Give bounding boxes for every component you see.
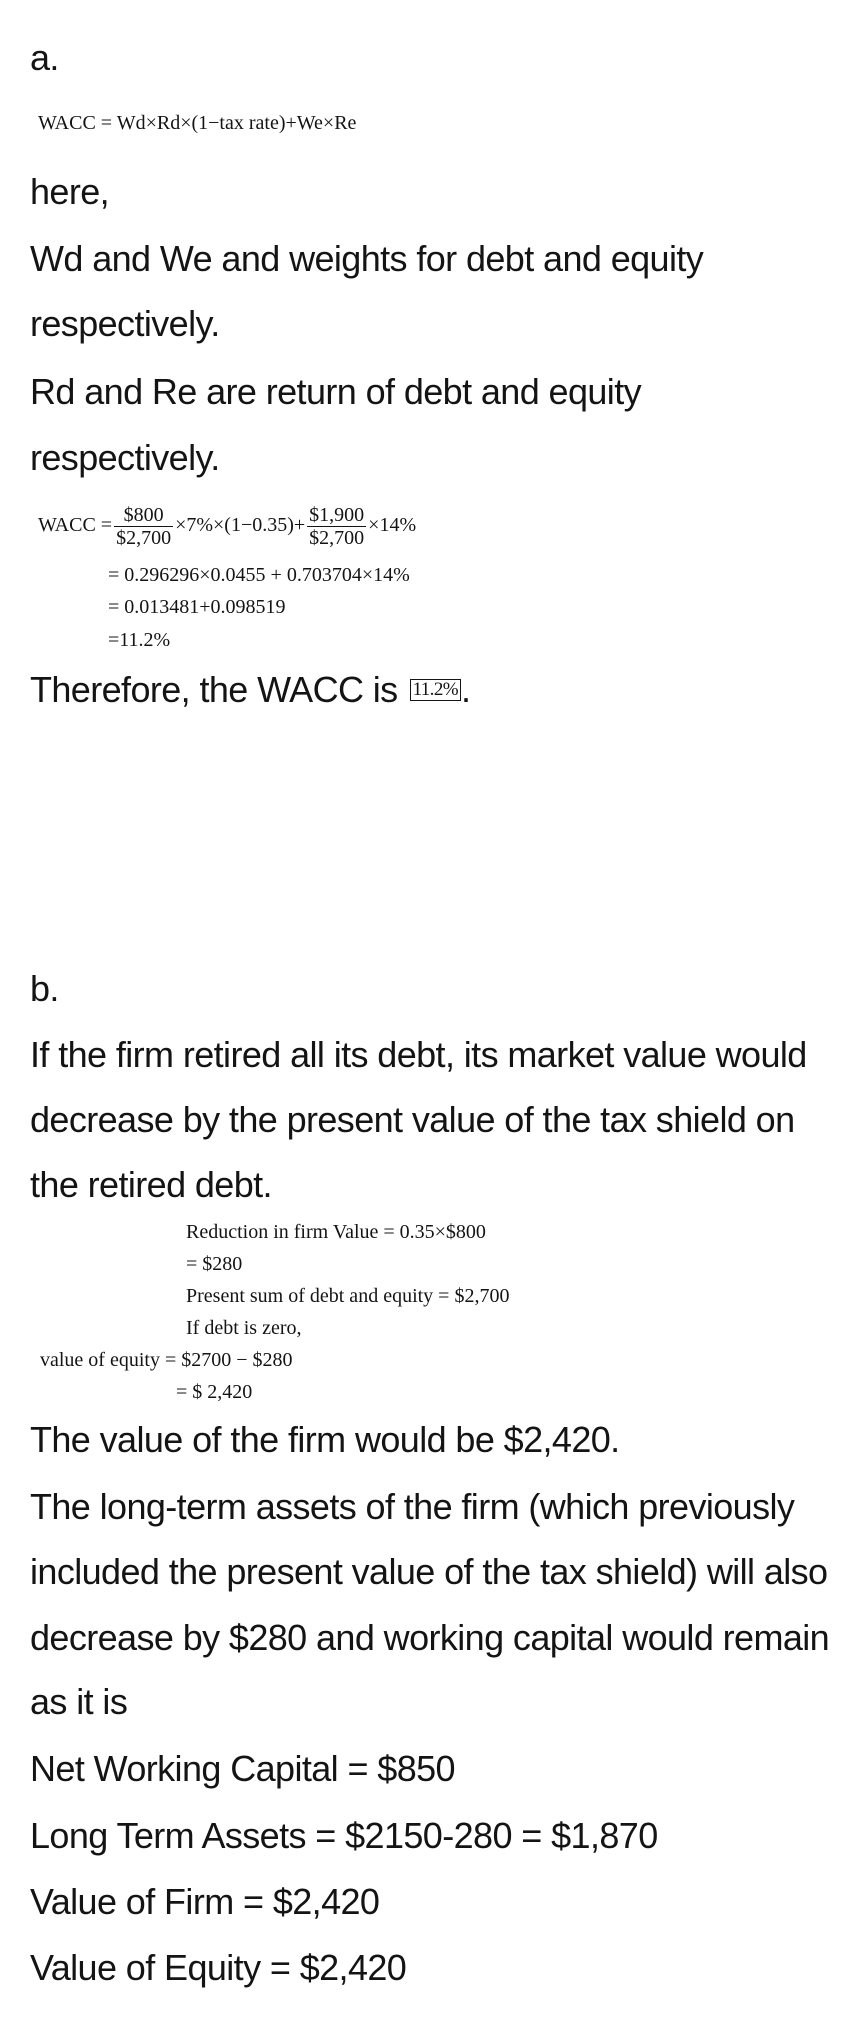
debt-fraction-denominator: $2,700 [116,527,172,549]
assets-text-line4: as it is [30,1681,128,1722]
reduction-calc-line2: = $280 [186,1253,243,1275]
part-b-intro-line1: If the firm retired all its debt, its market value would [30,1034,807,1075]
assets-text-line1: The long-term assets of the firm (which previously [30,1486,795,1527]
wacc-conclusion-period: . [460,669,471,710]
returns-text-cont: respectively. [30,437,220,478]
part-b-label: b. [30,968,59,1009]
wacc-conclusion-text: Therefore, the WACC is [30,669,398,710]
wacc-calc-lhs: WACC = [38,514,113,537]
reduction-calc-line4: If debt is zero, [186,1317,302,1339]
firm-value-statement: The value of the firm would be $2,420. [30,1419,620,1460]
debt-fraction-numerator: $800 [114,504,173,527]
part-b-intro-line3: the retired debt. [30,1164,272,1205]
wacc-calculation-line1 [38,504,416,549]
here-text: here, [30,171,110,212]
wacc-formula: WACC = Wd×Rd×(1−tax rate)+We×Re [38,112,357,134]
wacc-calc-middle: ×7%×(1−0.35)+ [175,514,306,537]
equity-fraction-denominator: $2,700 [309,527,365,549]
part-a-label: a. [30,37,59,78]
reduction-calc-line5: value of equity = $2700 − $280 [40,1349,293,1371]
assets-text-line2: included the present value of the tax shield) will also [30,1551,828,1592]
value-of-equity: Value of Equity = $2,420 [30,1947,407,1988]
part-b-intro-line2: decrease by the present value of the tax shield on [30,1099,795,1140]
long-term-assets: Long Term Assets = $2150-280 = $1,870 [30,1815,658,1856]
wacc-calculation-line2: = 0.296296×0.0455 + 0.703704×14% [108,564,410,586]
value-of-firm: Value of Firm = $2,420 [30,1881,380,1922]
assets-text-line3: decrease by $280 and working capital would remain [30,1617,830,1658]
weights-text-cont: respectively. [30,303,220,344]
returns-text: Rd and Re are return of debt and equity [30,371,642,412]
equity-weight-fraction [307,504,366,549]
equity-fraction-numerator: $1,900 [309,504,365,526]
weights-text: Wd and We and weights for debt and equity [30,238,704,279]
wacc-calculation-line3: = 0.013481+0.098519 [108,596,286,618]
wacc-calculation-line4: =11.2% [108,629,171,651]
wacc-calc-tail: ×14% [368,514,417,537]
wacc-answer-box: 11.2% [410,679,461,701]
net-working-capital: Net Working Capital = $850 [30,1748,455,1789]
reduction-calc-line3: Present sum of debt and equity = $2,700 [186,1285,510,1307]
debt-weight-fraction [114,504,173,549]
reduction-calc-line1: Reduction in firm Value = 0.35×$800 [186,1221,486,1243]
wacc-conclusion [30,668,470,712]
reduction-calc-line6: = $ 2,420 [176,1381,253,1403]
